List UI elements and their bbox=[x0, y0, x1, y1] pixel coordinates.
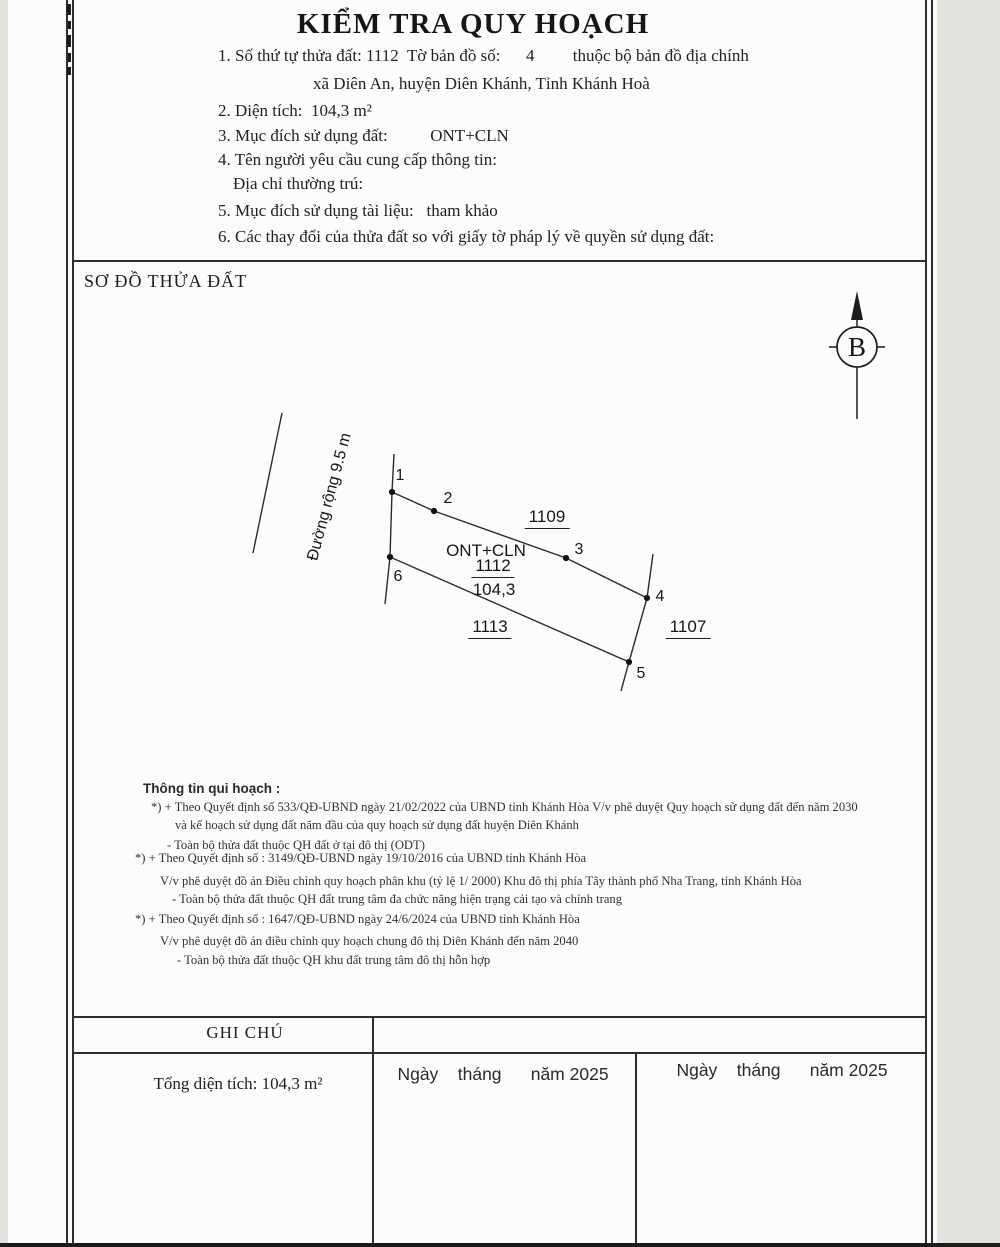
vertex-label-2: 2 bbox=[443, 490, 453, 507]
parcel-info-line-4: 4. Tên người yêu cầu cung cấp thông tin: bbox=[218, 150, 497, 169]
planning-line: - Toàn bộ thửa đất thuộc QH đất ở tại đô thị (ODT) bbox=[167, 838, 425, 852]
planning-line: - Toàn bộ thửa đất thuộc QH đất trung tâm đa chức năng hiện trạng cải tạo và chỉnh trang bbox=[172, 892, 623, 906]
vertex-dots bbox=[387, 489, 650, 665]
parcel-land-use-label: ONT+CLN bbox=[446, 541, 526, 560]
neighbor-parcel-1107: 1107 bbox=[666, 617, 711, 639]
date-field-right: Ngày tháng năm 2025 bbox=[676, 1060, 888, 1080]
planning-heading: Thông tin qui hoạch : bbox=[143, 781, 281, 796]
north-arrow-head bbox=[851, 291, 863, 320]
parcel-info-line-4b: Địa chỉ thường trú: bbox=[233, 174, 364, 193]
neighbor-parcel-1109: 1109 bbox=[525, 507, 570, 529]
north-arrow bbox=[829, 291, 885, 419]
north-arrow-letter: B bbox=[847, 332, 867, 362]
parcel-info-line-2: 2. Diện tích: 104,3 m² bbox=[218, 101, 372, 120]
total-area-value: Tổng diện tích: 104,3 m² bbox=[153, 1074, 323, 1093]
road-line bbox=[253, 413, 282, 553]
vertex-label-6: 6 bbox=[393, 568, 403, 585]
parcel-area-label: 104,3 bbox=[472, 580, 516, 599]
planning-line: V/v phê duyệt đồ án điều chỉnh quy hoạch chung đô thị Diên Khánh đến năm 2040 bbox=[160, 934, 579, 948]
map-section-title: SƠ ĐỒ THỬA ĐẤT bbox=[84, 271, 248, 291]
parcel-info-line-3: 3. Mục đích sử dụng đất: ONT+CLN bbox=[218, 126, 509, 145]
page-title: KIỂM TRA QUY HOẠCH bbox=[296, 8, 650, 40]
vertex-label-4: 4 bbox=[655, 588, 665, 605]
vertex-label-5: 5 bbox=[636, 665, 646, 682]
parcel-info-line-5: 5. Mục đích sử dụng tài liệu: tham khảo bbox=[218, 201, 498, 220]
vertex-label-1: 1 bbox=[395, 467, 405, 484]
vertex-label-3: 3 bbox=[574, 541, 584, 558]
date-field-left: Ngày tháng năm 2025 bbox=[397, 1064, 609, 1084]
parcel-info-line-1b: xã Diên An, huyện Diên Khánh, Tỉnh Khánh Hoà bbox=[313, 74, 650, 93]
parcel-number-label: 1112 bbox=[471, 556, 514, 578]
planning-line: và kế hoạch sử dụng đất năm đầu của quy hoạch sử dụng đất huyện Diên Khánh bbox=[175, 818, 579, 832]
planning-line: *) + Theo Quyết định số : 3149/QĐ-UBND ngày 19/10/2016 của UBND tỉnh Khánh Hòa bbox=[135, 851, 587, 865]
planning-line: V/v phê duyệt đồ án Điều chỉnh quy hoạch phân khu (tỷ lệ 1/ 2000) Khu đô thị phía Tây thành phố Nha Trang, tỉnh Khánh Hòa bbox=[160, 874, 802, 888]
planning-line: *) + Theo Quyết định số : 1647/QĐ-UBND ngày 24/6/2024 của UBND tỉnh Khánh Hòa bbox=[135, 912, 580, 926]
planning-line: *) + Theo Quyết định số 533/QĐ-UBND ngày 21/02/2022 của UBND tỉnh Khánh Hòa V/v phê duyệt Quy hoạch sử dụng đất đến năm 2030 bbox=[151, 800, 858, 814]
parcel-info-line-1: 1. Số thứ tự thửa đất: 1112 Tờ bản đồ số: 4 thuộc bộ bản đồ địa chính bbox=[218, 46, 749, 65]
parcel-info-line-6: 6. Các thay đổi của thửa đất so với giấy tờ pháp lý về quyền sử dụng đất: bbox=[218, 227, 715, 246]
planning-line: - Toàn bộ thửa đất thuộc QH khu đất trung tâm đô thị hỗn hợp bbox=[177, 953, 491, 967]
road-width-label: Đường rộng 9.5 m bbox=[304, 431, 355, 563]
notes-header: GHI CHÚ bbox=[206, 1023, 284, 1042]
neighbor-parcel-1113: 1113 bbox=[468, 617, 511, 639]
